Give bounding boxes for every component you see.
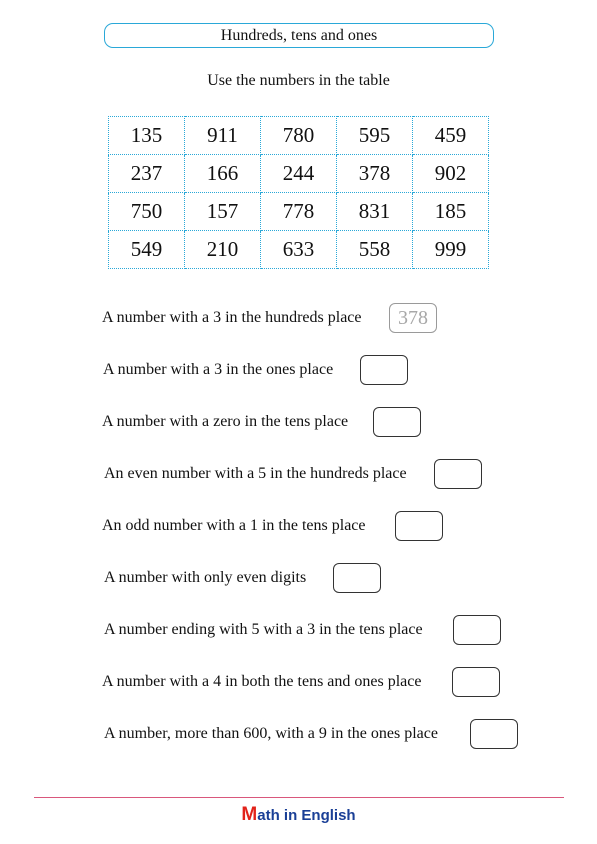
instruction-text: Use the numbers in the table [207,72,390,89]
table-cell: 778 [261,193,337,231]
answer-box[interactable] [333,563,381,593]
answer-box[interactable] [470,719,518,749]
logo-text: ath in English [257,807,356,824]
table-cell: 780 [261,117,337,155]
answer-box[interactable] [373,407,421,437]
table-cell: 911 [185,117,261,155]
worksheet-title: Hundreds, tens and ones [104,23,494,48]
answer-box-example[interactable]: 378 [389,303,437,333]
table-cell: 185 [413,193,489,231]
table-row [109,117,489,155]
table-cell: 157 [185,193,261,231]
question-text: A number with a 4 in both the tens and ones place [102,673,422,690]
answer-box[interactable] [452,667,500,697]
table-cell: 378 [337,155,413,193]
answer-box[interactable] [434,459,482,489]
answer-box[interactable] [360,355,408,385]
table-cell: 459 [413,117,489,155]
question-text: A number with a 3 in the hundreds place [102,309,362,326]
table-cell: 558 [337,231,413,269]
table-row [109,193,489,231]
question-text: An even number with a 5 in the hundreds place [104,465,407,482]
answer-box[interactable] [395,511,443,541]
table-cell: 135 [109,117,185,155]
table-cell: 549 [109,231,185,269]
table-cell: 237 [109,155,185,193]
question-text: A number ending with 5 with a 3 in the tens place [104,621,423,638]
question-text: A number with a zero in the tens place [102,413,349,430]
table-cell: 750 [109,193,185,231]
table-cell: 210 [185,231,261,269]
table-row [109,231,489,269]
table-cell: 831 [337,193,413,231]
table-cell: 595 [337,117,413,155]
table-cell: 166 [185,155,261,193]
footer-divider [34,797,564,798]
footer-logo [0,804,597,827]
number-table [108,116,489,269]
question-text: A number, more than 600, with a 9 in the ones place [104,725,438,742]
table-cell: 633 [261,231,337,269]
question-text: An odd number with a 1 in the tens place [102,517,366,534]
answer-box[interactable] [453,615,501,645]
table-row [109,155,489,193]
table-cell: 999 [413,231,489,269]
logo-first-letter: M [241,804,258,825]
question-text: A number with a 3 in the ones place [103,361,334,378]
question-text: A number with only even digits [104,569,307,586]
table-cell: 902 [413,155,489,193]
table-cell: 244 [261,155,337,193]
